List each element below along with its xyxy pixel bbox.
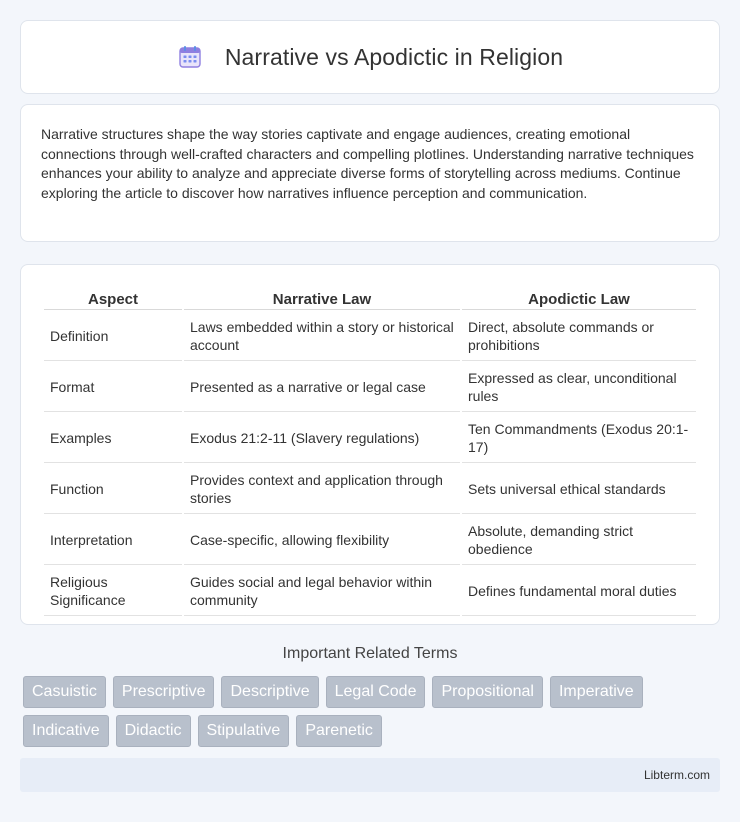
- cell-aspect: Religious Significance: [44, 567, 182, 616]
- tag-propositional[interactable]: Propositional: [432, 676, 543, 708]
- cell-narrative: Exodus 21:2-11 (Slavery regulations): [184, 414, 460, 463]
- table-row: [44, 363, 696, 412]
- cell-narrative: Presented as a narrative or legal case: [184, 363, 460, 412]
- cell-apodictic: Direct, absolute commands or prohibitions: [462, 312, 696, 361]
- header-apodictic-law: Apodictic Law: [462, 287, 696, 310]
- tag-prescriptive[interactable]: Prescriptive: [113, 676, 215, 708]
- calendar-icon: [177, 44, 203, 70]
- tag-didactic[interactable]: Didactic: [116, 715, 191, 747]
- table-row: [44, 516, 696, 565]
- comparison-table: [42, 285, 698, 618]
- tag-descriptive[interactable]: Descriptive: [221, 676, 318, 708]
- page-title: Narrative vs Apodictic in Religion: [224, 43, 564, 70]
- cell-narrative: Laws embedded within a story or historical account: [184, 312, 460, 361]
- header-aspect: Aspect: [44, 287, 182, 310]
- tag-stipulative[interactable]: Stipulative: [198, 715, 290, 747]
- tag-parenetic[interactable]: Parenetic: [296, 715, 382, 747]
- related-terms-heading: Important Related Terms: [282, 645, 458, 662]
- cell-aspect: Function: [44, 465, 182, 514]
- cell-apodictic: Expressed as clear, unconditional rules: [462, 363, 696, 412]
- footer-site-link[interactable]: Libterm.com: [643, 768, 710, 782]
- comparison-table-card: [20, 264, 720, 625]
- cell-aspect: Examples: [44, 414, 182, 463]
- intro-paragraph: Narrative structures shape the way stories captivate and engage audiences, creating emotional connections through well-crafted characters and compelling plotlines. Understanding narrative techniques enhances your ability to analyze and appreciate diverse forms of storytelling across mediums. Continue exploring the article to discover how narratives influence perception and communication.: [41, 126, 694, 201]
- table-row: [44, 567, 696, 616]
- intro-card: [20, 104, 720, 242]
- table-row: [44, 465, 696, 514]
- tag-indicative[interactable]: Indicative: [23, 715, 109, 747]
- cell-apodictic: Ten Commandments (Exodus 20:1-17): [462, 414, 696, 463]
- table-row: [44, 312, 696, 361]
- footer: [20, 758, 720, 792]
- header-narrative-law: Narrative Law: [184, 287, 460, 310]
- cell-aspect: Interpretation: [44, 516, 182, 565]
- tag-casuistic[interactable]: Casuistic: [23, 676, 106, 708]
- tag-imperative[interactable]: Imperative: [550, 676, 643, 708]
- cell-narrative: Guides social and legal behavior within community: [184, 567, 460, 616]
- related-terms-tags: [23, 676, 723, 747]
- cell-apodictic: Absolute, demanding strict obedience: [462, 516, 696, 565]
- table-row: [44, 414, 696, 463]
- tag-legal-code[interactable]: Legal Code: [326, 676, 426, 708]
- cell-apodictic: Sets universal ethical standards: [462, 465, 696, 514]
- cell-aspect: Format: [44, 363, 182, 412]
- cell-narrative: Case-specific, allowing flexibility: [184, 516, 460, 565]
- cell-narrative: Provides context and application through stories: [184, 465, 460, 514]
- table-header-row: [44, 287, 696, 310]
- cell-aspect: Definition: [44, 312, 182, 361]
- header-card: [20, 20, 720, 94]
- cell-apodictic: Defines fundamental moral duties: [462, 567, 696, 616]
